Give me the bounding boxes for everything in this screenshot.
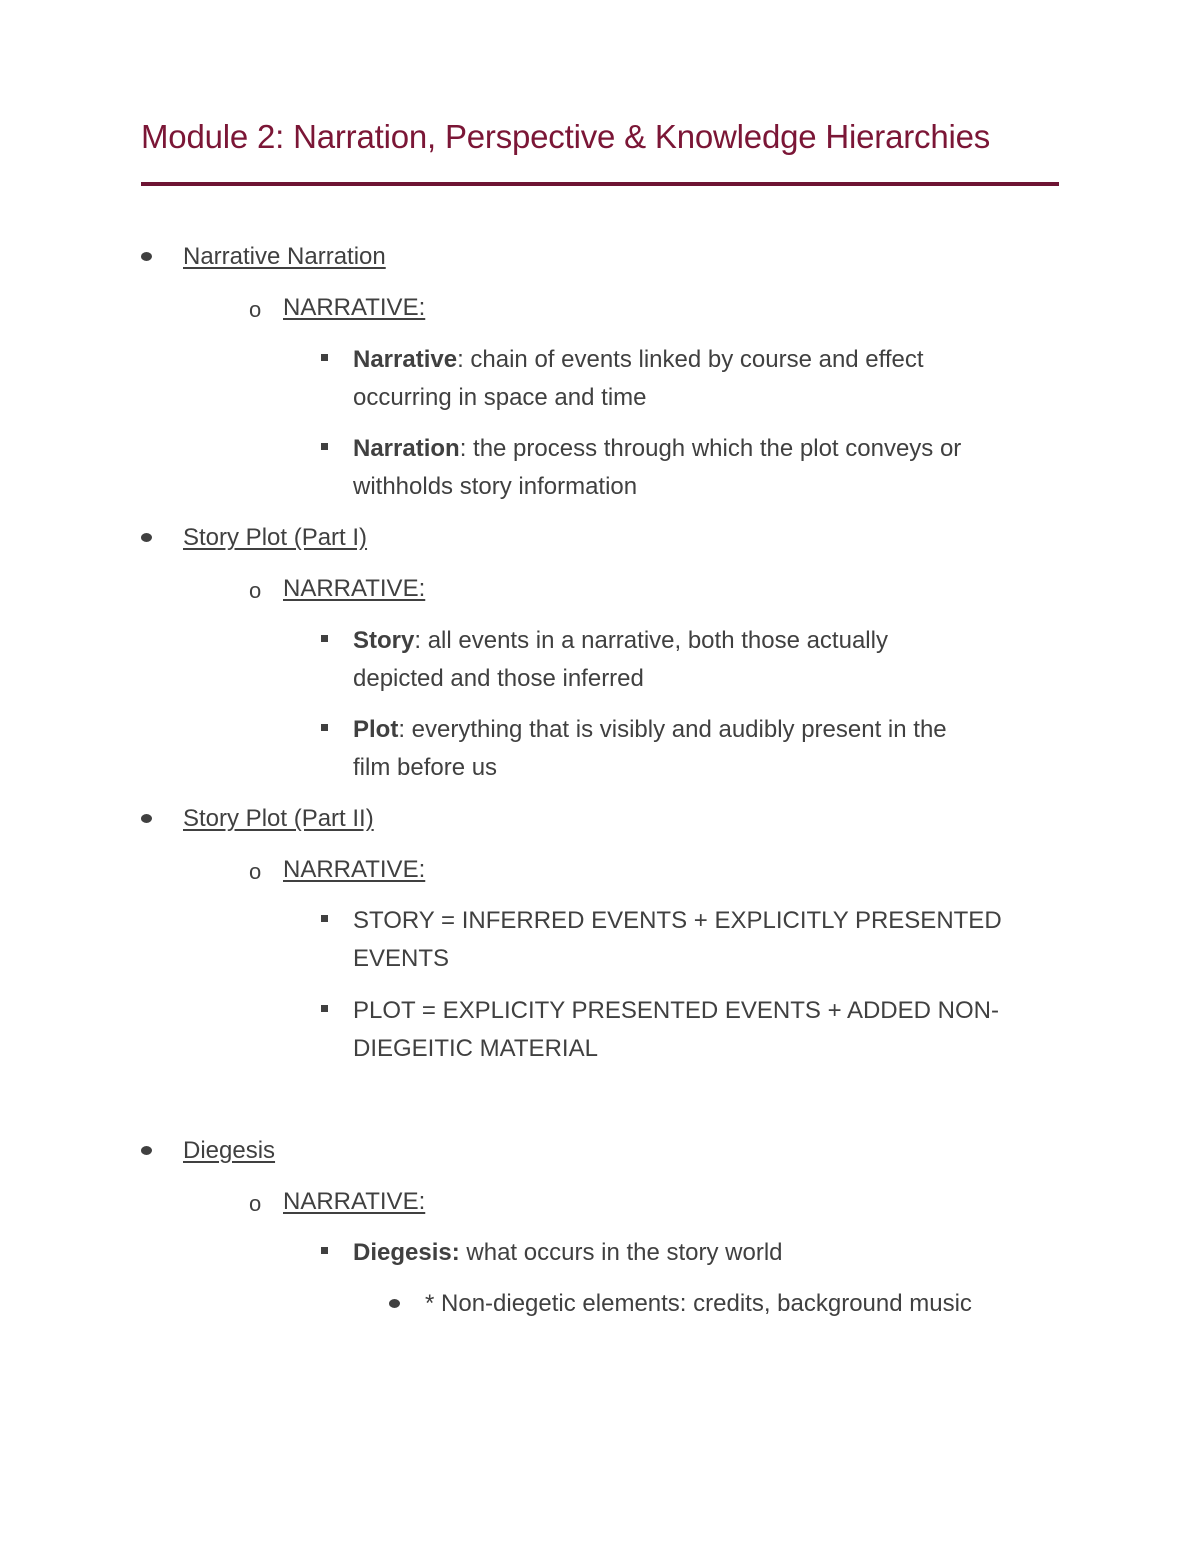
definition-continuation: film before us <box>353 754 498 781</box>
definition-term: Plot <box>353 716 399 743</box>
definition-line <box>353 430 961 468</box>
definition-line <box>353 341 924 379</box>
definition-term: Story <box>353 627 415 654</box>
note-line: * Non-diegetic elements: credits, background music <box>425 1290 972 1317</box>
title-divider <box>141 182 1059 186</box>
definition-continuation: withholds story information <box>353 473 638 500</box>
section-heading: Diegesis <box>183 1137 276 1164</box>
bullet-dot-icon <box>141 1146 152 1155</box>
bullet-dot-icon <box>141 533 152 542</box>
definition-line <box>353 622 888 660</box>
section-heading: Story Plot (Part I) <box>183 524 368 551</box>
definition-text: : chain of events linked by course and effect <box>457 346 924 373</box>
page-title: Module 2: Narration, Perspective & Knowledge Hierarchies <box>141 118 991 155</box>
subsection-label: NARRATIVE: <box>283 575 426 602</box>
bullet-dot-icon <box>141 814 152 823</box>
definition-line <box>353 1234 783 1272</box>
equation-continuation: DIEGEITIC MATERIAL <box>353 1035 598 1062</box>
definition-continuation: occurring in space and time <box>353 384 647 411</box>
definition-text: : everything that is visibly and audibly present in the <box>398 716 947 743</box>
equation-continuation: EVENTS <box>353 945 450 972</box>
definition-text: : all events in a narrative, both those actually <box>414 627 888 654</box>
subsection-label: NARRATIVE: <box>283 294 426 321</box>
section-heading: Narrative Narration <box>183 243 386 270</box>
bullet-circle-icon: o <box>249 859 262 884</box>
bullet-square-icon <box>321 354 328 361</box>
section-heading: Story Plot (Part II) <box>183 805 374 832</box>
bullet-square-icon <box>321 1247 328 1254</box>
definition-text: : the process through which the plot conveys or <box>459 435 962 462</box>
bullet-dot-icon <box>141 252 152 261</box>
bullet-circle-icon: o <box>249 297 262 322</box>
bullet-square-icon <box>321 724 328 731</box>
definition-continuation: depicted and those inferred <box>353 665 644 692</box>
bullet-square-icon <box>321 635 328 642</box>
definition-text: what occurs in the story world <box>459 1239 783 1266</box>
bullet-circle-icon: o <box>249 578 262 603</box>
bullet-circle-icon: o <box>249 1191 262 1216</box>
definition-term: Diegesis: <box>353 1239 460 1266</box>
definition-line <box>353 711 947 749</box>
equation-line: STORY = INFERRED EVENTS + EXPLICITLY PRESENTED <box>353 907 1002 934</box>
subsection-label: NARRATIVE: <box>283 856 426 883</box>
bullet-square-icon <box>321 915 328 922</box>
bullet-dot-icon <box>389 1299 400 1308</box>
bullet-square-icon <box>321 443 328 450</box>
equation-line: PLOT = EXPLICITY PRESENTED EVENTS + ADDED NON- <box>353 997 999 1024</box>
bullet-square-icon <box>321 1005 328 1012</box>
definition-term: Narration <box>353 435 460 462</box>
definition-term: Narrative <box>353 346 458 373</box>
subsection-label: NARRATIVE: <box>283 1188 426 1215</box>
